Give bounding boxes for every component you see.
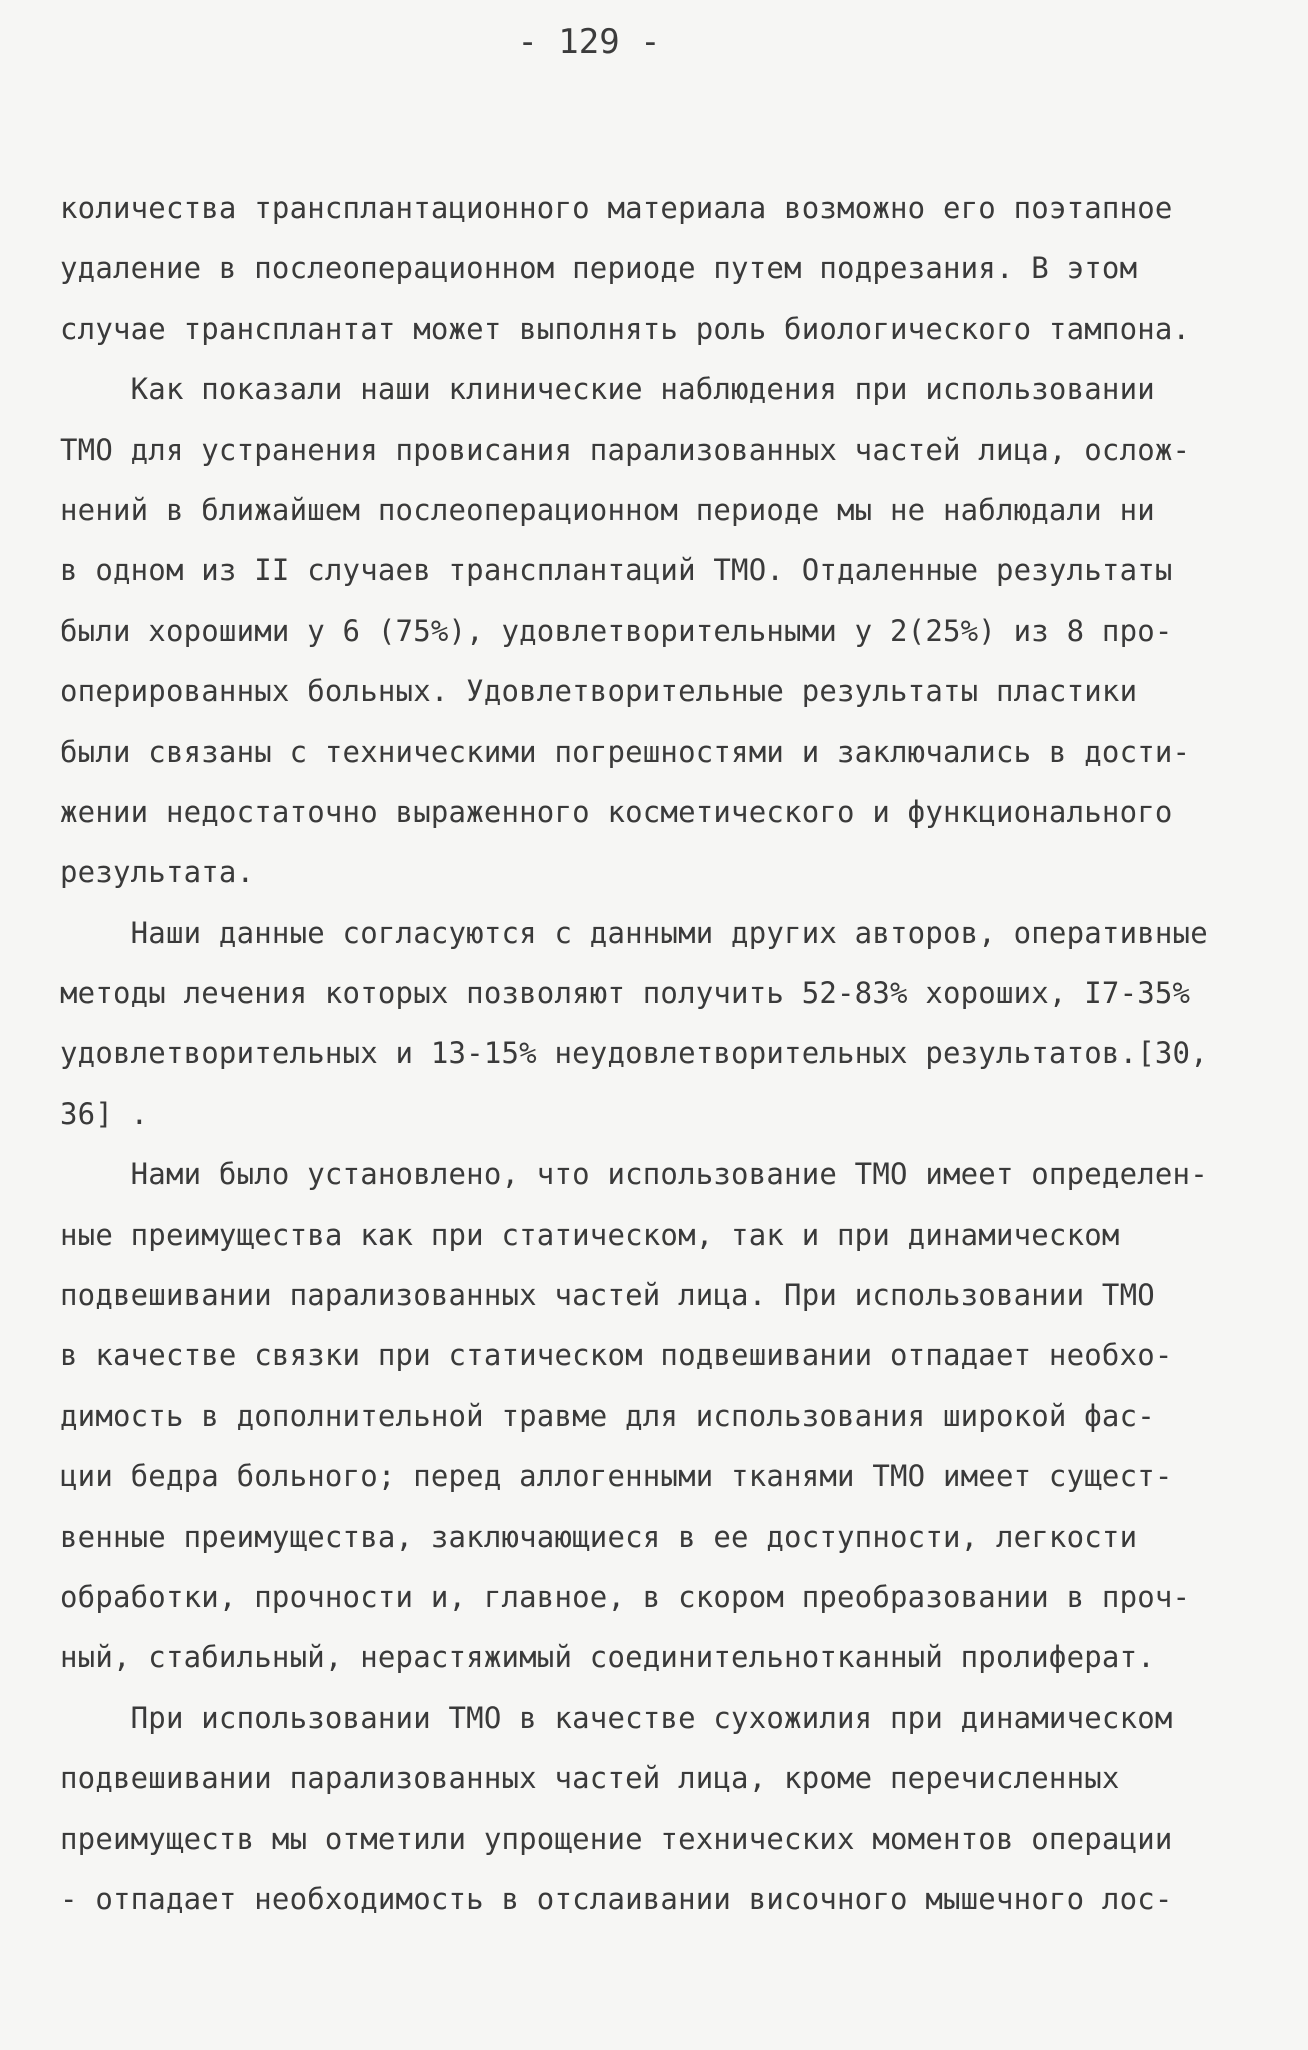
text-line: оперированных больных. Удовлетворительные результаты пластики: [60, 674, 1138, 709]
text-line: димость в дополнительной травме для использования широкой фас-: [60, 1398, 1155, 1433]
text-line: Как показали наши клинические наблюдения при использовании: [60, 372, 1155, 407]
text-line: жении недостаточно выраженного косметического и функционального: [60, 794, 1173, 829]
text-line: ции бедра больного; перед аллогенными тканями ТМО имеет сущест-: [60, 1459, 1173, 1494]
text-line: ные преимущества как при статическом, так и при динамическом: [60, 1217, 1120, 1252]
text-line: были хорошими у 6 (75%), удовлетворительными у 2(25%) из 8 про-: [60, 613, 1173, 648]
text-line: Наши данные согласуются с данными других авторов, оперативные: [60, 915, 1208, 950]
text-line: преимуществ мы отметили упрощение технических моментов операции: [60, 1821, 1173, 1856]
text-line: в одном из II случаев трансплантаций ТМО. Отдаленные результаты: [60, 553, 1173, 588]
text-line: Нами было установлено, что использование ТМО имеет определен-: [60, 1157, 1208, 1192]
page-number: - 129 -: [517, 22, 661, 62]
text-line: случае трансплантат может выполнять роль биологического тампона.: [60, 311, 1191, 346]
text-line: ТМО для устранения провисания парализованных частей лица, ослож-: [60, 432, 1191, 467]
body-text: [60, 178, 1270, 1929]
text-line: подвешивании парализованных частей лица. При использовании ТМО: [60, 1278, 1155, 1313]
text-line: были связаны с техническими погрешностями и заключались в дости-: [60, 734, 1191, 769]
text-line: нений в ближайшем послеоперационном периоде мы не наблюдали ни: [60, 492, 1155, 527]
text-line: результата.: [60, 855, 255, 890]
text-line: ный, стабильный, нерастяжимый соединительнотканный пролиферат.: [60, 1640, 1155, 1675]
text-line: методы лечения которых позволяют получить 52-83% хороших, I7-35%: [60, 976, 1191, 1011]
text-line: удаление в послеоперационном периоде путем подрезания. В этом: [60, 251, 1138, 286]
text-line: При использовании ТМО в качестве сухожилия при динамическом: [60, 1700, 1173, 1735]
text-line: подвешивании парализованных частей лица, кроме перечисленных: [60, 1761, 1120, 1796]
text-line: в качестве связки при статическом подвешивании отпадает необхо-: [60, 1338, 1173, 1373]
text-line: количества трансплантационного материала возможно его поэтапное: [60, 191, 1173, 225]
text-line: - отпадает необходимость в отслаивании височного мышечного лос-: [60, 1881, 1173, 1916]
text-line: удовлетворительных и 13-15% неудовлетворительных результатов.[30,: [60, 1036, 1208, 1071]
text-line: венные преимущества, заключающиеся в ее доступности, легкости: [60, 1519, 1138, 1554]
text-line: 36] .: [60, 1096, 149, 1131]
text-line: обработки, прочности и, главное, в скором преобразовании в проч-: [60, 1579, 1191, 1614]
